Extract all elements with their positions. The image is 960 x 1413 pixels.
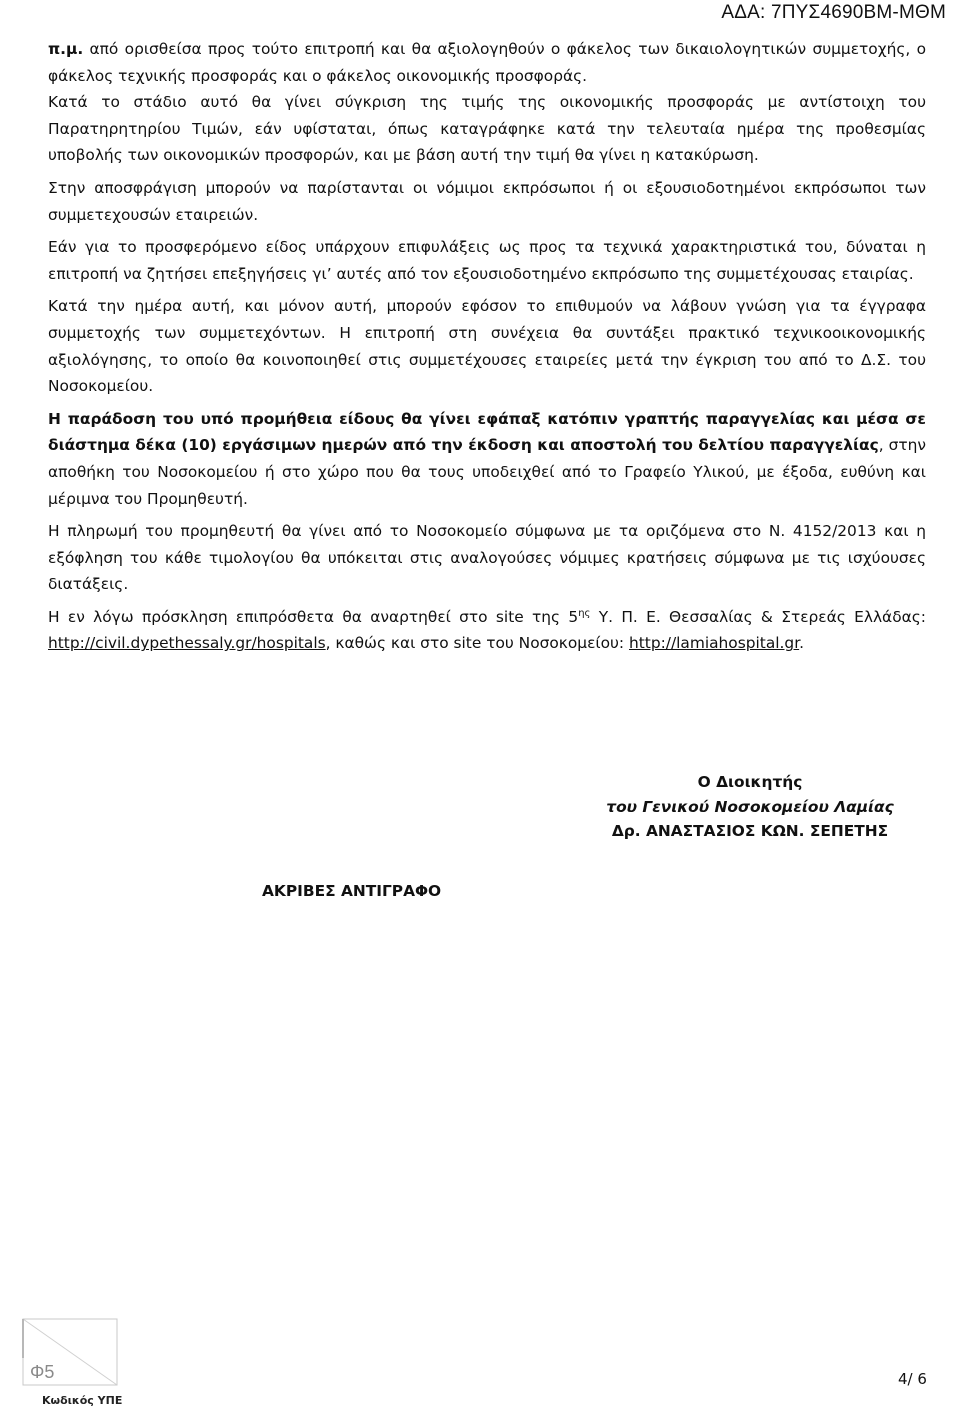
paragraph-payment: Η πληρωμή του προμηθευτή θα γίνει από το Νοσοκομείο σύμφωνα με τα οριζόμενα στο Ν. 4152/2013 και η εξόφληση του κάθε τιμολογίου θα υπόκειται στις αναλογούσες νόμιμες κρατήσεις σύμφωνα με τις ισχύουσες διατάξεις.: [48, 522, 926, 594]
time-suffix: π.μ.: [48, 40, 84, 58]
ordinal-suffix: ης: [578, 607, 591, 619]
signature-organization: του Γενικού Νοσοκομείου Λαμίας: [606, 797, 894, 816]
paragraph-publication: [48, 604, 926, 657]
signature-title: Ο Διοικητής: [697, 773, 803, 791]
document-body: [48, 36, 926, 663]
publication-text-c: , καθώς και στο site του Νοσοκομείου:: [325, 634, 629, 653]
hospital-site-link[interactable]: http://lamiahospital.gr: [629, 634, 800, 653]
form-code: Φ5: [30, 1362, 55, 1382]
publication-text-a: Η εν λόγω πρόσκληση επιπρόσθετα θα αναρτηθεί στο site της 5: [48, 607, 579, 626]
ada-code: ΑΔΑ: 7ΠΥΣ4690ΒΜ-ΜΘΜ: [721, 2, 946, 23]
paragraph-reservations: Εάν για το προσφερόμενο είδος υπάρχουν επιφυλάξεις ως προς τα τεχνικά χαρακτηριστικά του, δύναται η επιτροπή να ζητήσει επεξηγήσεις γι’ αυτές από τον εξουσιοδοτημένο εκπρόσωπο της συμμετέχουσας εταιρίας.: [48, 238, 926, 283]
ype-site-link[interactable]: http://civil.dypethessaly.gr/hospitals: [48, 634, 326, 653]
paragraph-opening-text: από ορισθείσα προς τούτο επιτροπή και θα αξιολογηθούν ο φάκελος των δικαιολογητικών συμμετοχής, ο φάκελος τεχνικής προσφοράς και ο φάκελος οικονομικής προσφοράς.: [48, 40, 926, 85]
paragraph-evaluation: Κατά την ημέρα αυτή, και μόνον αυτή, μπορούν εφόσον το επιθυμούν να λάβουν γνώση για τα έγγραφα συμμετοχής των συμμετεχόντων. Η επιτροπή στη συνέχεια θα συντάξει πρακτικό τεχνικοοικονομικής αξιολόγησης, το οποίο θα κοινοποιηθεί στις συμμετέχουσες εταιρείες μετά την έγκριση του από το Δ.Σ. του Νοσοκομείου.: [48, 297, 926, 396]
paragraph-unsealing: Στην αποσφράγιση μπορούν να παρίστανται οι νόμιμοι εκπρόσωποι ή οι εξουσιοδοτημένοι εκπρόσωποι των συμμετεχουσών εταιρειών.: [48, 178, 926, 224]
signature-block: [560, 770, 940, 844]
publication-text-d: .: [799, 634, 805, 653]
paragraph-comparison: Κατά το στάδιο αυτό θα γίνει σύγκριση της τιμής της οικονομικής προσφοράς με αντίστοιχη του Παρατηρητηρίου Τιμών, εάν υφίσταται, όπως καταγράφηκε κατά την τελευταία ημέρα της προθεσμίας υποβολής των οικονομικών προσφορών, και με βάση αυτή την τιμή θα γίνει η κατακύρωση.: [48, 93, 926, 165]
delivery-bold-text: Η παράδοση του υπό προμήθεια είδους θα γίνει εφάπαξ κατόπιν γραπτής παραγγελίας και μέσα σε διάστημα δέκα (10) εργάσιμων ημερών από την έκδοση και αποστολή του δελτίου παραγγελίας: [48, 409, 926, 455]
true-copy-stamp: ΑΚΡΙΒΕΣ ΑΝΤΙΓΡΑΦΟ: [262, 882, 442, 900]
signature-name: Δρ. ΑΝΑΣΤΑΣΙΟΣ ΚΩΝ. ΣΕΠΕΤΗΣ: [611, 822, 889, 840]
publication-text-b: Υ. Π. Ε. Θεσσαλίας & Στερεάς Ελλάδας:: [590, 607, 926, 626]
page-number: 4/ 6: [898, 1370, 927, 1388]
paragraph-delivery: [48, 406, 926, 512]
ype-code-label: Κωδικός ΥΠΕ: [42, 1394, 123, 1407]
paragraph-opening: [48, 36, 926, 89]
delivery-text: , στην αποθήκη του Νοσοκομείου ή στο χώρο που θα τους υποδειχθεί από το Γραφείο Υλικού, με έξοδα, ευθύνη και μέριμνα του Προμηθευτή.: [48, 436, 926, 508]
